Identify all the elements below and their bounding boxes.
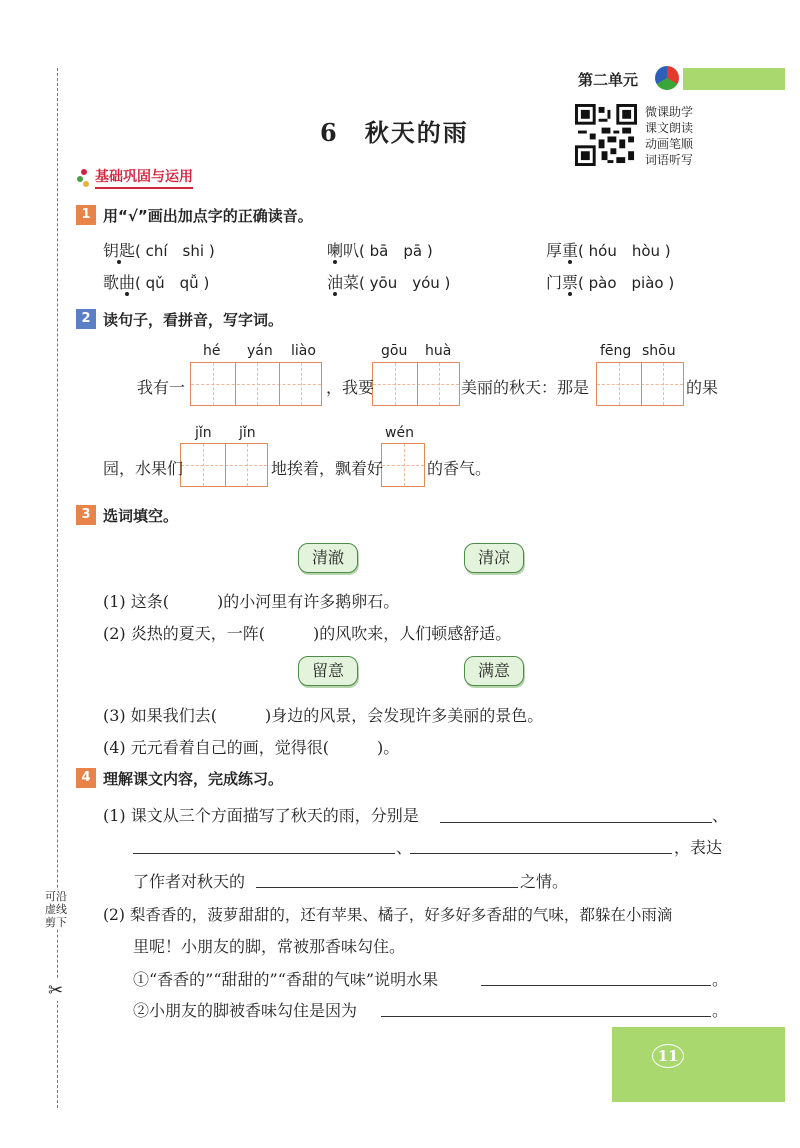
writing-grid[interactable]: [190, 362, 322, 406]
unit-ball-icon: [655, 66, 679, 90]
qr-links: [645, 104, 693, 168]
q4-passage: (2) 梨香香的，菠萝甜甜的，还有苹果、橘子，好多好多香甜的气味，都躲在小雨滴: [103, 906, 673, 924]
cut-instruction: 可沿虚线剪下: [45, 890, 67, 929]
q1-options[interactable]: ( qǔ qǚ ): [135, 274, 210, 292]
writing-grid[interactable]: [381, 443, 425, 487]
writing-grid[interactable]: [596, 362, 684, 406]
question-title: 理解课文内容，完成练习。: [103, 770, 284, 788]
q1-word: 厚重: [546, 241, 579, 260]
q1-options[interactable]: ( yōu yóu ): [359, 274, 451, 292]
emphasis-dot: [117, 260, 121, 264]
pinyin: huà: [425, 343, 452, 359]
pinyin: jǐn: [195, 425, 212, 441]
emphasis-dot: [333, 260, 337, 264]
q4-text: 、: [396, 838, 413, 857]
answer-line[interactable]: [381, 1016, 711, 1017]
pinyin: liào: [291, 343, 316, 359]
q1-options[interactable]: ( bā pā ): [359, 242, 433, 260]
fill-sentence: (3) 如果我们去( )身边的风景，会发现许多美丽的景色。: [103, 706, 544, 725]
word-chip: 留意: [298, 656, 358, 686]
question-title: 读句子，看拼音，写字词。: [103, 311, 284, 329]
qr-link-3[interactable]: 动画笔顺: [645, 137, 694, 151]
sentence-text: 美丽的秋天：那是: [461, 378, 590, 397]
q1-item: [103, 238, 215, 261]
lesson-title: 6 秋天的雨: [320, 118, 469, 147]
q4-text: (1) 课文从三个方面描写了秋天的雨，分别是: [103, 806, 419, 825]
q4-text: 。: [712, 970, 729, 989]
sentence-text: ，我要: [326, 378, 375, 397]
pinyin: yán: [247, 343, 273, 359]
section-label: 基础巩固与运用: [95, 166, 193, 189]
sentence-text: 园，水果们: [103, 459, 184, 478]
fill-sentence: (1) 这条( )的小河里有许多鹅卵石。: [103, 592, 400, 611]
question-number: 1: [76, 205, 96, 225]
q1-options[interactable]: ( pào piào ): [578, 274, 675, 292]
q4-text: 、: [712, 806, 729, 825]
fill-sentence: (4) 元元看着自己的画，觉得很( )。: [103, 738, 400, 757]
sentence-text: 的果: [686, 378, 719, 397]
q1-options[interactable]: ( chí shi ): [135, 242, 215, 260]
question-number: 4: [76, 768, 96, 788]
word-chip: 清澈: [298, 543, 358, 573]
q1-word: 歌曲: [103, 273, 136, 292]
q1-item: [327, 270, 450, 293]
qr-link-1[interactable]: 微课助学: [645, 105, 694, 119]
pinyin: gōu: [381, 343, 408, 359]
word-chip: 清凉: [464, 543, 524, 573]
answer-line[interactable]: [256, 887, 518, 888]
pinyin: jǐn: [239, 425, 256, 441]
sentence-text: 我有一: [137, 378, 186, 397]
emphasis-dot: [568, 292, 572, 296]
answer-line[interactable]: [133, 853, 395, 854]
emphasis-dot: [568, 260, 572, 264]
unit-bar: [683, 68, 785, 90]
question-number: 3: [76, 505, 96, 525]
pinyin: hé: [203, 343, 221, 359]
answer-line[interactable]: [410, 853, 672, 854]
q4-text: 。: [712, 1001, 729, 1020]
pinyin: shōu: [642, 343, 676, 359]
question-number: 2: [76, 309, 96, 329]
pinyin: wén: [385, 425, 414, 441]
q1-item: [546, 238, 671, 261]
emphasis-dot: [333, 292, 337, 296]
pinyin: fēng: [600, 343, 632, 359]
scissors-icon: ✂: [48, 980, 64, 1001]
qr-link-4[interactable]: 词语听写: [645, 153, 694, 167]
unit-label: 第二单元: [578, 71, 639, 89]
q4-text: ②小朋友的脚被香味勾住是因为: [133, 1001, 358, 1020]
qr-link-2[interactable]: 课文朗读: [645, 121, 694, 135]
fill-sentence: (2) 炎热的夏天，一阵( )的风吹来，人们顿感舒适。: [103, 624, 512, 643]
sentence-text: 的香气。: [427, 459, 492, 478]
writing-grid[interactable]: [180, 443, 268, 487]
q1-word: 门票: [546, 273, 579, 292]
question-title: 选词填空。: [103, 507, 179, 525]
writing-grid[interactable]: [372, 362, 460, 406]
emphasis-dot: [125, 292, 129, 296]
q1-item: [103, 270, 209, 293]
qr-code-icon[interactable]: [575, 104, 637, 166]
q1-item: [327, 238, 433, 261]
section-dots-icon: [76, 168, 92, 188]
cut-line: [57, 68, 58, 1108]
answer-line[interactable]: [481, 985, 711, 986]
question-title: 用“√”画出加点字的正确读音。: [103, 207, 313, 225]
page-number-bar: [612, 1027, 785, 1102]
q1-word: 喇叭: [327, 241, 360, 260]
word-chip: 满意: [464, 656, 524, 686]
q4-passage: 里呢！小朋友的脚，常被那香味勾住。: [133, 937, 406, 956]
q1-word: 钥匙: [103, 241, 136, 260]
q4-text: ，表达: [674, 838, 723, 857]
q4-text: 了作者对秋天的: [133, 872, 246, 891]
answer-line[interactable]: [440, 822, 712, 823]
q4-text: 之情。: [520, 872, 569, 891]
q1-options[interactable]: ( hóu hòu ): [578, 242, 671, 260]
q4-text: ①“香香的”“甜甜的”“香甜的气味”说明水果: [133, 970, 439, 989]
q1-item: [546, 270, 674, 293]
q1-word: 油菜: [327, 273, 360, 292]
sentence-text: 地挨着，飘着好: [271, 459, 384, 478]
page-number: 11: [652, 1044, 684, 1068]
